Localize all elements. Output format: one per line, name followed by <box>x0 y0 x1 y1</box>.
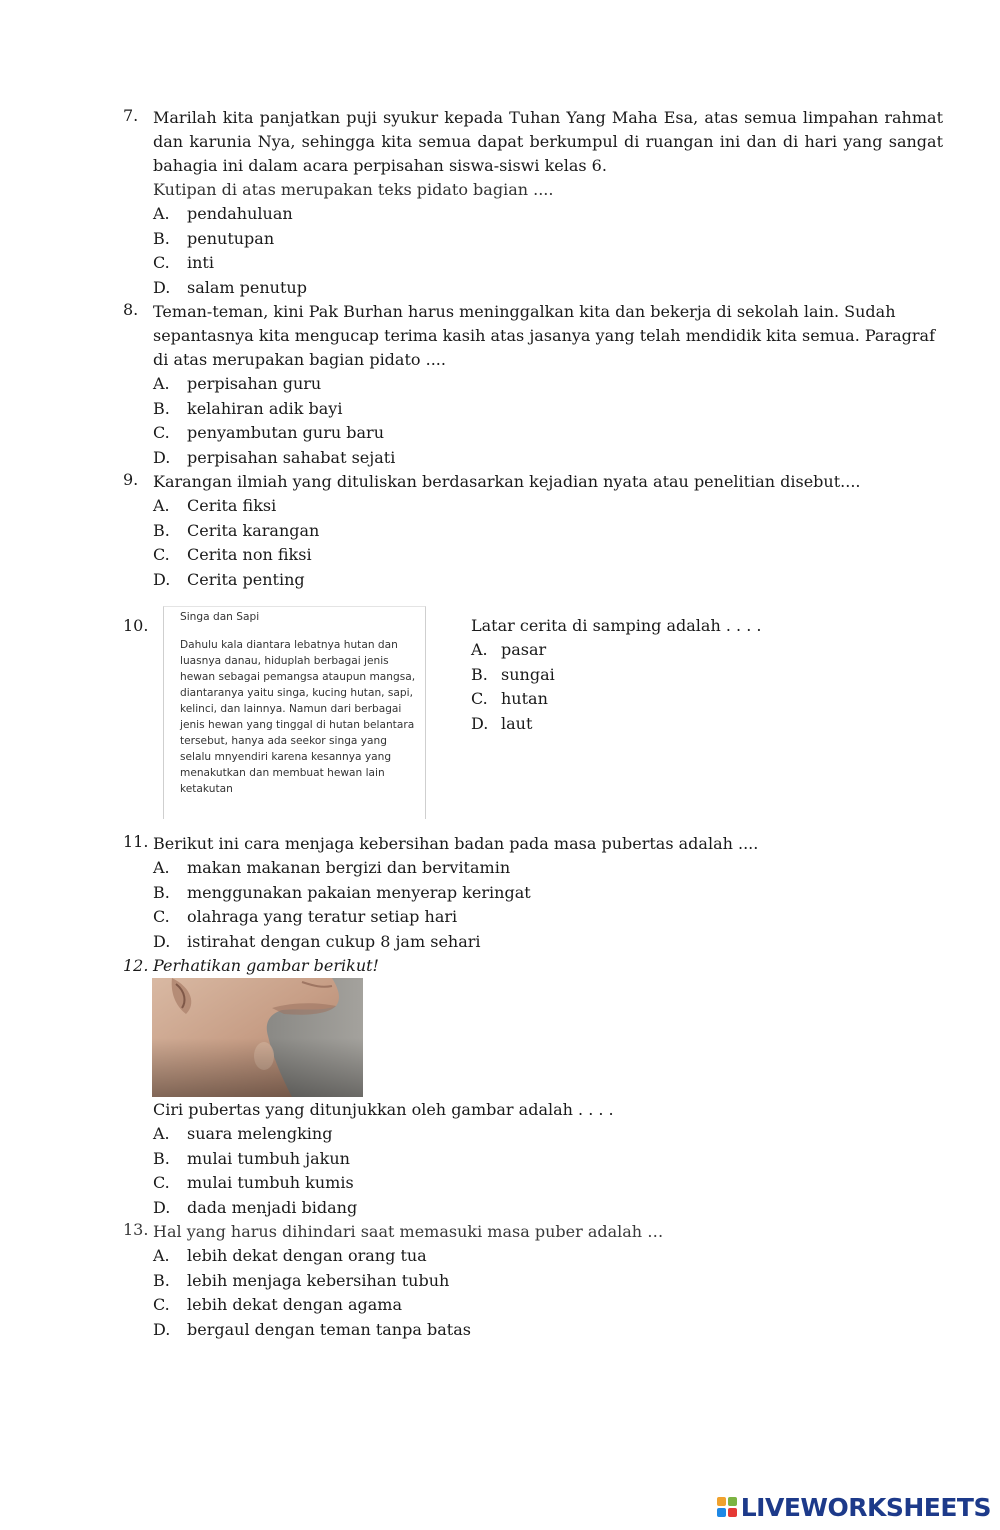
option-a[interactable]: A. pendahuluan <box>153 204 293 223</box>
option-d[interactable]: D. perpisahan sahabat sejati <box>153 447 396 467</box>
options-list <box>123 202 943 300</box>
option-d[interactable]: D. laut <box>471 713 533 733</box>
option-c[interactable]: C. Cerita non fiksi <box>153 545 312 564</box>
option-d[interactable]: D. Cerita penting <box>153 569 305 589</box>
option-b[interactable]: B. menggunakan pakaian menyerap keringat <box>153 882 531 902</box>
option-b[interactable]: B. penutupan <box>153 228 275 248</box>
question-text: Karangan ilmiah yang dituliskan berdasarkan kejadian nyata atau penelitian disebut.... <box>153 472 861 491</box>
question-9 <box>123 470 943 592</box>
question-number: 9. <box>123 470 139 489</box>
option-a[interactable]: A. suara melengking <box>153 1124 333 1143</box>
question-prompt: Kutipan di atas merupakan teks pidato bagian .... <box>153 180 554 199</box>
question-7 <box>123 106 943 300</box>
option-c[interactable]: C. hutan <box>471 689 548 709</box>
option-b[interactable]: B. Cerita karangan <box>153 520 320 540</box>
option-c[interactable]: C. penyambutan guru baru <box>153 423 384 442</box>
liveworksheets-logo-icon <box>717 1497 737 1517</box>
options-list <box>123 494 943 592</box>
option-d[interactable]: D. dada menjadi bidang <box>153 1197 358 1217</box>
option-c[interactable]: C. inti <box>153 253 214 272</box>
options-list <box>123 372 943 470</box>
option-d[interactable]: D. bergaul dengan teman tanpa batas <box>153 1319 471 1339</box>
option-a[interactable]: A. Cerita fiksi <box>153 496 277 515</box>
option-a[interactable]: A. makan makanan bergizi dan bervitamin <box>153 858 511 877</box>
option-b[interactable]: B. mulai tumbuh jakun <box>153 1148 350 1168</box>
story-title: Singa dan Sapi <box>180 611 260 623</box>
option-c[interactable]: C. lebih dekat dengan agama <box>153 1295 403 1314</box>
option-a[interactable]: A. pasar <box>471 640 547 660</box>
story-excerpt <box>163 606 426 819</box>
options-list <box>123 1122 943 1220</box>
question-text: Latar cerita di samping adalah . . . . <box>471 616 762 635</box>
options-list <box>123 856 943 954</box>
option-b[interactable]: B. lebih menjaga kebersihan tubuh <box>153 1270 450 1290</box>
question-prompt: Ciri pubertas yang ditunjukkan oleh gambar adalah . . . . <box>153 1100 614 1119</box>
question-text: Berikut ini cara menjaga kebersihan badan pada masa pubertas adalah .... <box>153 834 759 853</box>
option-b[interactable]: B. kelahiran adik bayi <box>153 398 343 418</box>
logo-text: LIVEWORKSHEETS <box>740 1492 991 1522</box>
options-list <box>123 1244 943 1342</box>
question-12 <box>123 1098 943 1220</box>
question-number: 13. <box>123 1220 149 1239</box>
question-8 <box>123 300 943 470</box>
question-number: 11. <box>123 832 149 851</box>
question-number: 7. <box>123 106 139 125</box>
question-10 <box>471 614 791 736</box>
neck-adams-apple-photo <box>152 978 363 1097</box>
question-number: 12. <box>123 956 149 975</box>
question-number: 10. <box>123 616 149 635</box>
question-11 <box>123 832 943 954</box>
option-b[interactable]: B. sungai <box>471 664 555 684</box>
question-text: Hal yang harus dihindari saat memasuki masa puber adalah … <box>153 1222 664 1241</box>
option-a[interactable]: A. lebih dekat dengan orang tua <box>153 1246 427 1265</box>
question-text: Perhatikan gambar berikut! <box>153 956 379 975</box>
question-text: Teman-teman, kini Pak Burhan harus meninggalkan kita dan bekerja di sekolah lain. Sudah sepantasnya kita mengucap terima kasih atas jasanya yang telah mendidik kita semua. Paragraf di atas merupakan bagian pidato .... <box>153 302 935 369</box>
option-a[interactable]: A. perpisahan guru <box>153 374 322 393</box>
question-text: Marilah kita panjatkan puji syukur kepada Tuhan Yang Maha Esa, atas semua limpahan rahmat dan karunia Nya, sehingga kita semua dapat berkumpul di ruangan ini dan di hari yang sangat bahagia ini dalam acara perpisahan siswa-siswi kelas 6. <box>153 108 943 175</box>
option-c[interactable]: C. mulai tumbuh kumis <box>153 1173 354 1192</box>
question-13 <box>123 1220 943 1342</box>
option-c[interactable]: C. olahraga yang teratur setiap hari <box>153 907 458 926</box>
option-d[interactable]: D. istirahat dengan cukup 8 jam sehari <box>153 931 481 951</box>
question-number: 8. <box>123 300 139 319</box>
story-body: Dahulu kala diantara lebatnya hutan dan luasnya danau, hiduplah berbagai jenis hewan sebagai pemangsa ataupun mangsa, diantaranya yaitu singa, kucing hutan, sapi, kelinci, dan lainnya. Namun dari berbagai jenis hewan yang tinggal di hutan belantara tersebut, hanya ada seekor singa yang selalu mnyendiri karena kesannya yang menakutkan dan membuat hewan lain ketakutan <box>180 639 416 795</box>
option-d[interactable]: D. salam penutup <box>153 277 307 297</box>
liveworksheets-logo[interactable] <box>717 1492 991 1522</box>
